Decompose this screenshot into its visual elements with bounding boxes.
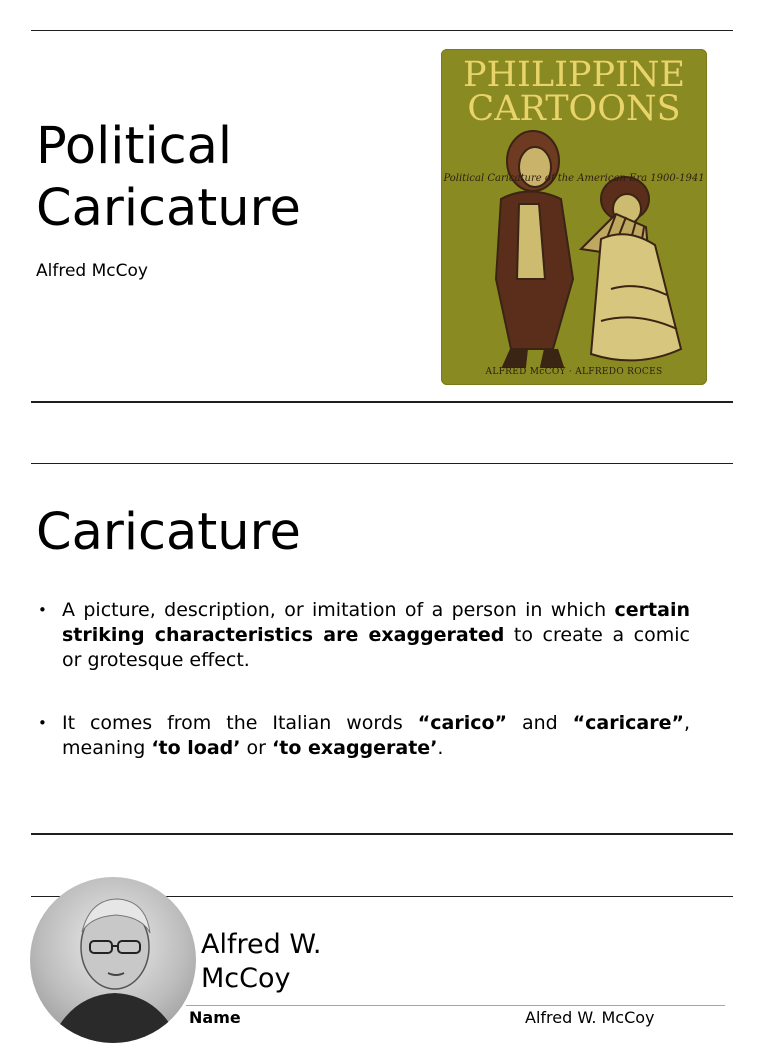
- slide-author-profile: [0, 862, 768, 1027]
- book-title-line-2: CARTOONS: [467, 89, 681, 129]
- bullet-definition: [36, 598, 690, 673]
- bold-text: certain striking characteristics are exaggerated: [62, 599, 690, 646]
- top-divider: [31, 463, 733, 464]
- table-label-name: Name: [189, 1008, 241, 1027]
- table-divider: [186, 1005, 725, 1006]
- author-portrait: [30, 877, 196, 1043]
- text-run: and: [507, 712, 573, 734]
- text-run: It comes from the Italian words: [62, 712, 418, 734]
- text-run: , meaning: [62, 712, 690, 759]
- top-divider: [31, 30, 733, 31]
- bold-text: ‘to load’: [151, 737, 241, 759]
- title-line-2: Caricature: [36, 179, 301, 238]
- slide-title: Caricature: [36, 503, 301, 562]
- bottom-divider: [31, 401, 733, 403]
- slide-caricature-definition: [0, 430, 768, 862]
- bold-text: “caricare”: [572, 712, 684, 734]
- author-name: [201, 928, 322, 996]
- text-run: to create a comic or grotesque effect.: [62, 624, 690, 671]
- bold-text: ‘to exaggerate’: [272, 737, 438, 759]
- book-subtitle: Political Caricature of the American Era 1900-1941: [443, 173, 705, 184]
- book-cover-image: [441, 49, 707, 385]
- author-name-line-2: McCoy: [201, 963, 291, 994]
- title-line-1: Political: [36, 117, 233, 176]
- text-run: or: [240, 737, 273, 759]
- slide-subtitle: Alfred McCoy: [36, 261, 148, 281]
- table-value-name: Alfred W. McCoy: [525, 1008, 655, 1027]
- text-run: A picture, description, or imitation of a person in which: [62, 599, 615, 621]
- bullet-etymology: [36, 711, 690, 761]
- author-name-line-1: Alfred W.: [201, 929, 322, 960]
- book-title-line-1: PHILIPPINE: [462, 55, 686, 95]
- bottom-divider: [31, 833, 733, 835]
- slide-political-caricature: [0, 0, 768, 430]
- bullet-list: [36, 598, 690, 799]
- bold-text: “carico”: [417, 712, 508, 734]
- book-authors: ALFRED McCOY · ALFREDO ROCES: [485, 367, 663, 377]
- text-run: .: [437, 737, 444, 759]
- slide-title: [36, 116, 301, 240]
